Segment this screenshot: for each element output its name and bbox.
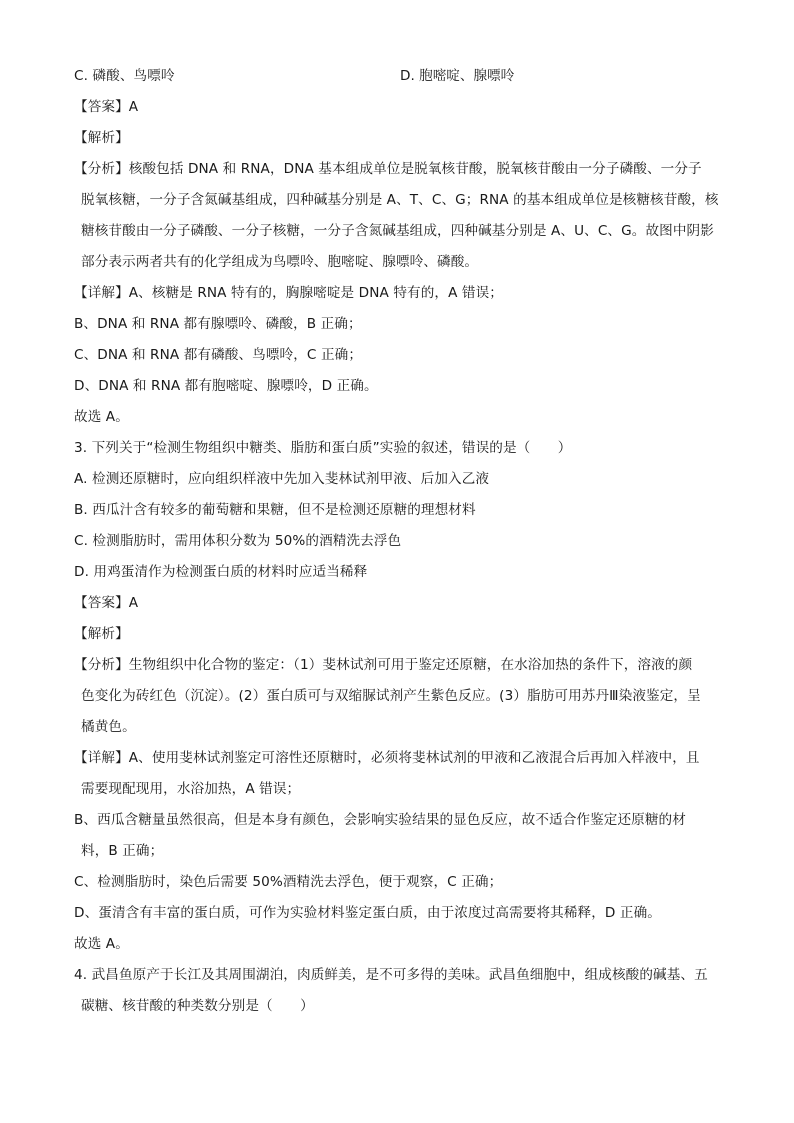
question-3: 3. 下列关于“检测生物组织中糖类、脂肪和蛋白质”实验的叙述，错误的是（ ）	[74, 440, 572, 456]
analysis-text: 脱氧核糖，一分子含氮碱基组成，四种碱基分别是 A、T、C、G；RNA 的基本组成单位是核糖核苷酸，核	[81, 192, 719, 208]
answer-label: 【答案】A	[74, 99, 139, 115]
detail-text: B、DNA 和 RNA 都有腺嘌呤、磷酸，B 正确；	[74, 316, 362, 332]
analysis-text: 糖核苷酸由一分子磷酸、一分子核糖，一分子含氮碱基组成，四种碱基分别是 A、U、C、G。故图中阴影	[81, 223, 714, 239]
question-3-option-a: A. 检测还原糖时，应向组织样液中先加入斐林试剂甲液、后加入乙液	[74, 471, 490, 487]
analysis-text: 【分析】核酸包括 DNA 和 RNA，DNA 基本组成单位是脱氧核苷酸，脱氧核苷酸由一分子磷酸、一分子	[74, 161, 702, 177]
question-3-option-d: D. 用鸡蛋清作为检测蛋白质的材料时应适当稀释	[74, 564, 368, 580]
analysis-text: 色变化为砖红色（沉淀）。(2）蛋白质可与双缩脲试剂产生紫色反应。(3）脂肪可用苏丹Ⅲ染液鉴定，呈	[81, 688, 701, 704]
conclusion: 故选 A。	[74, 936, 129, 952]
question-3-option-c: C. 检测脂肪时，需用体积分数为 50%的酒精洗去浮色	[74, 533, 402, 549]
analysis-label: 【解析】	[74, 626, 129, 642]
question-3-option-b: B. 西瓜汁含有较多的葡萄糖和果糖，但不是检测还原糖的理想材料	[74, 502, 476, 518]
option-c-prev: C. 磷酸、鸟嘌呤	[74, 68, 175, 84]
option-d-prev: D. 胞嘧啶、腺嘌呤	[400, 68, 515, 84]
analysis-text: 部分表示两者共有的化学组成为鸟嘌呤、胞嘧啶、腺嘌呤、磷酸。	[81, 254, 479, 270]
analysis-label: 【解析】	[74, 130, 129, 146]
detail-text: C、DNA 和 RNA 都有磷酸、鸟嘌呤，C 正确；	[74, 347, 363, 363]
question-4: 碳糖、核苷酸的种类数分别是（ ）	[81, 998, 314, 1014]
detail-text: B、西瓜含糖量虽然很高，但是本身有颜色，会影响实验结果的显色反应，故不适合作鉴定还原糖的材	[74, 812, 686, 828]
detail-text: 【详解】A、使用斐林试剂鉴定可溶性还原糖时，必须将斐林试剂的甲液和乙液混合后再加入样液中，且	[74, 750, 700, 766]
detail-text: D、蛋清含有丰富的蛋白质，可作为实验材料鉴定蛋白质，由于浓度过高需要将其稀释，D 正确。	[74, 905, 661, 921]
question-4: 4. 武昌鱼原产于长江及其周围湖泊，肉质鲜美，是不可多得的美味。武昌鱼细胞中，组成核酸的碱基、五	[74, 967, 708, 983]
detail-text: 【详解】A、核糖是 RNA 特有的，胸腺嘧啶是 DNA 特有的，A 错误；	[74, 285, 504, 301]
conclusion: 故选 A。	[74, 409, 129, 425]
answer-label: 【答案】A	[74, 595, 139, 611]
detail-text: C、检测脂肪时，染色后需要 50%酒精洗去浮色，便于观察，C 正确；	[74, 874, 503, 890]
analysis-text: 橘黄色。	[81, 719, 136, 735]
detail-text: 料，B 正确；	[81, 843, 164, 859]
detail-text: 需要现配现用，水浴加热，A 错误；	[81, 781, 301, 797]
detail-text: D、DNA 和 RNA 都有胞嘧啶、腺嘌呤，D 正确。	[74, 378, 378, 394]
analysis-text: 【分析】生物组织中化合物的鉴定：（1）斐林试剂可用于鉴定还原糖，在水浴加热的条件下，溶液的颜	[74, 657, 693, 673]
